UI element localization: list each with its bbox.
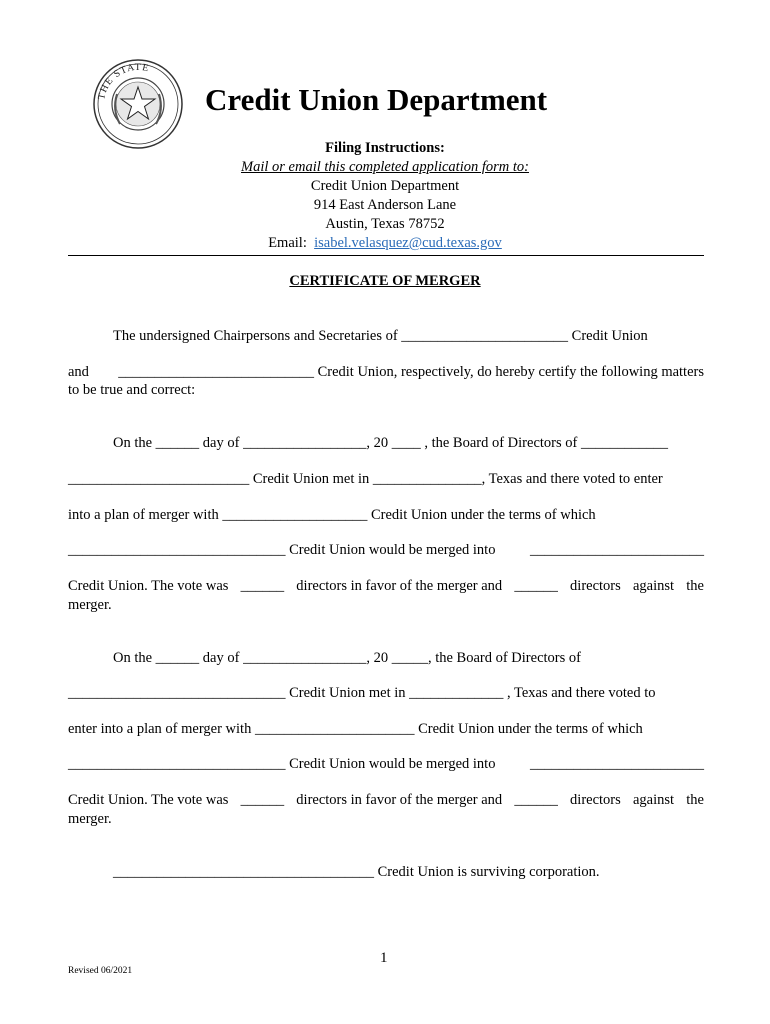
page-title: Credit Union Department: [205, 82, 548, 117]
page-number: 1: [380, 950, 388, 966]
revised-date: Revised 06/2021: [68, 966, 133, 976]
block2-line3: enter into a plan of merger with ______________________ Credit Union under the terms of which: [68, 721, 643, 737]
block1-line4-right: ________________________: [530, 542, 704, 558]
para1-line2: [68, 364, 704, 381]
block1-line5-e: directors: [570, 578, 621, 594]
block2-line5-f: against: [632, 792, 675, 808]
address-line3: Austin, Texas 78752: [325, 216, 445, 232]
block2-line1: On the ______ day of _________________, 20 _____, the Board of Directors of: [113, 650, 581, 666]
block1-line5-b: ______: [240, 578, 285, 594]
block2-line5-e: directors: [570, 792, 621, 808]
block1-line5: [68, 578, 704, 595]
email-line: [0, 235, 770, 252]
document-heading: CERTIFICATE OF MERGER: [289, 273, 481, 289]
para1-line2-right: ___________________________ Credit Union, respectively, do hereby certify the following matters: [118, 364, 704, 380]
block1-line5-d: ______: [514, 578, 558, 594]
block1-line4: [68, 542, 704, 559]
para1-line1: The undersigned Chairpersons and Secretaries of _______________________ Credit Union: [113, 328, 648, 344]
block2-line5-a: Credit Union. The vote was: [68, 792, 229, 808]
seal-text: THE STATE: [96, 61, 151, 101]
block1-line5-g: the: [686, 578, 704, 594]
block1-line4-left: ______________________________ Credit Union would be merged into: [68, 542, 496, 558]
block1-line5-c: directors in favor of the merger and: [296, 578, 503, 594]
block2-line5-c: directors in favor of the merger and: [296, 792, 503, 808]
surviving-line: ____________________________________ Credit Union is surviving corporation.: [113, 864, 600, 880]
block2-line5-b: ______: [240, 792, 285, 808]
address-line2: 914 East Anderson Lane: [313, 197, 457, 213]
header-divider: [68, 255, 704, 256]
para1-line3: to be true and correct:: [68, 382, 196, 398]
block1-line5-f: against: [632, 578, 675, 594]
block2-line2: ______________________________ Credit Union met in _____________ , Texas and there voted to: [68, 685, 656, 701]
address-line1: Credit Union Department: [310, 178, 460, 194]
block2-line4: [68, 756, 704, 773]
block2-line5-d: ______: [514, 792, 558, 808]
block2-line5-g: the: [686, 792, 704, 808]
block2-line6: merger.: [68, 811, 112, 827]
block2-line4-right: ________________________: [530, 756, 704, 772]
email-link[interactable]: isabel.velasquez@cud.texas.gov: [314, 235, 502, 251]
state-seal-logo: [92, 58, 184, 150]
block2-line5: [68, 792, 704, 809]
block1-line3: into a plan of merger with ____________________ Credit Union under the terms of which: [68, 507, 596, 523]
block1-line1: On the ______ day of _________________, 20 ____ , the Board of Directors of ____________: [113, 435, 668, 451]
block1-line6: merger.: [68, 597, 112, 613]
mail-instruction: Mail or email this completed application form to:: [241, 159, 529, 175]
block1-line2: _________________________ Credit Union met in _______________, Texas and there voted to enter: [68, 471, 663, 487]
para1-line2-left: and: [68, 364, 89, 380]
block1-line5-a: Credit Union. The vote was: [68, 578, 229, 594]
filing-heading: Filing Instructions:: [325, 140, 445, 156]
email-label: Email:: [268, 235, 307, 251]
block2-line4-left: ______________________________ Credit Union would be merged into: [68, 756, 496, 772]
